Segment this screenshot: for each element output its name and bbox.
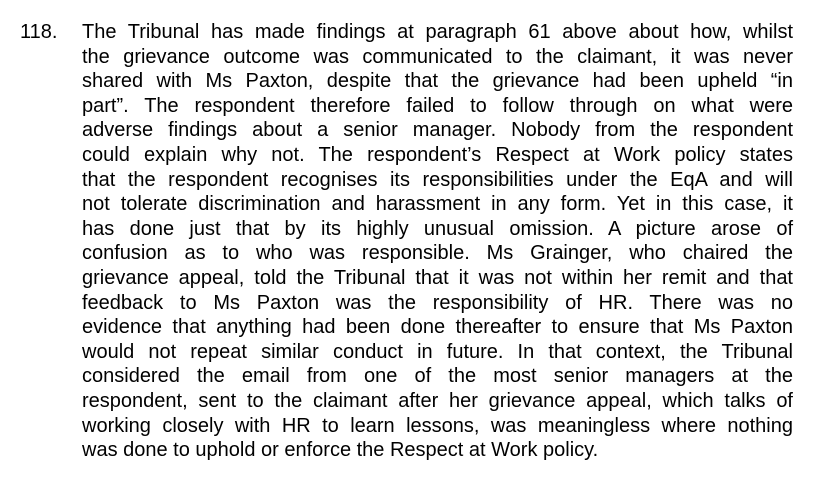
text-line: was done to uphold or enforce the Respect at Work policy. — [82, 439, 599, 462]
text-line: could explain why not. The respondent’s Respect at Work policy states — [82, 143, 793, 166]
text-line: adverse findings about a senior manager. Nobody from the respondent — [82, 119, 793, 142]
text-line: respondent, sent to the claimant after her grievance appeal, which talks of — [82, 389, 793, 412]
text-line: part”. The respondent therefore failed to follow through on what were — [82, 94, 793, 117]
text-line: confusion as to who was responsible. Ms Grainger, who chaired the — [82, 242, 793, 265]
text-line: not tolerate discrimination and harassment in any form. Yet in this case, it — [82, 193, 793, 216]
text-line: would not repeat similar conduct in future. In that context, the Tribunal — [82, 340, 793, 363]
text-line: the grievance outcome was communicated to the claimant, it was never — [82, 45, 793, 68]
text-line: that the respondent recognises its responsibilities under the EqA and will — [82, 168, 793, 191]
text-line: feedback to Ms Paxton was the responsibility of HR. There was no — [82, 291, 793, 314]
paragraph-text — [82, 20, 793, 463]
text-line: working closely with HR to learn lessons, was meaningless where nothing — [82, 414, 793, 437]
text-line: shared with Ms Paxton, despite that the grievance had been upheld “in — [82, 70, 793, 93]
text-line: evidence that anything had been done thereafter to ensure that Ms Paxton — [82, 316, 793, 339]
text-line: considered the email from one of the most senior managers at the — [82, 365, 793, 388]
text-line: has done just that by its highly unusual omission. A picture arose of — [82, 217, 793, 240]
text-line: grievance appeal, told the Tribunal that it was not within her remit and that — [82, 266, 793, 289]
text-line: The Tribunal has made findings at paragraph 61 above about how, whilst — [82, 21, 793, 43]
paragraph-number: 118. — [20, 21, 58, 43]
